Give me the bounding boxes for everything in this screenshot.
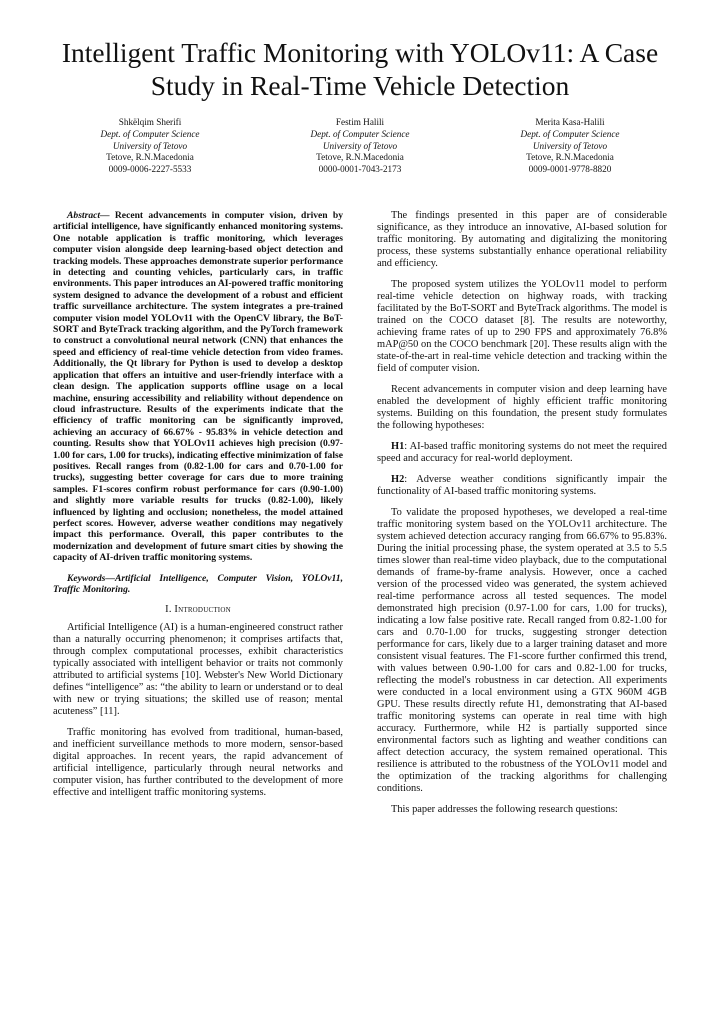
author-1 [50, 117, 250, 176]
section-heading-introduction [53, 604, 343, 616]
right-column [377, 210, 667, 825]
abstract [53, 210, 343, 564]
body-paragraph: This paper addresses the following research questions: [391, 804, 618, 815]
author-name: Merita Kasa-Halili [535, 117, 605, 127]
hypothesis-text: : AI-based traffic monitoring systems do not meet the required speed and accuracy for real-world deployment. [377, 441, 667, 464]
body-paragraph: The proposed system utilizes the YOLOv11 model to perform real-time vehicle detection on highway roads, with tracking facilitated by the BoT-SORT and ByteTrack algorithms. The model is trained on the COCO dataset [8]. The results are noteworthy, achieving frame rates of up to 290 FPS and approximately 76.8% mAP@50 on the COCO benchmark [20]. These results align with the state-of-the-art in real-time vehicle detection and tracking within the field of computer vision. [377, 279, 667, 374]
author-dept: Dept. of Computer Science [310, 128, 410, 139]
author-block [50, 117, 670, 176]
author-orcid: 0000-0001-7043-2173 [318, 164, 402, 175]
section-title: Introduction [174, 604, 231, 616]
body-paragraph: The findings presented in this paper are of considerable significance, as they introduce an innovative, AI-based solution for traffic monitoring. By automating and digitalizing the monitoring process, these systems substantially enhance operational reliability and efficiency. [377, 210, 667, 269]
body-paragraph: To validate the proposed hypotheses, we developed a real-time traffic monitoring system based on the YOLOv11 architecture. The system achieved detection accuracy ranging from 66.67% to 95.83%. During the initial processing phase, the system operated at 3.5 to 5.5 times slower than real-time video playback, due to the computational demands of frame-by-frame analysis. However, once a cached version of the processed video was generated, the system achieved real-time performance across all tested sequences. The model demonstrated high precision (0.97-1.00 for cars, 1.00 for trucks), indicating a low false positive rate. Recall ranged from 0.82-1.00 for cars and 0.70-1.00 for trucks, suggesting stronger detection performance for cars, likely due to a larger training dataset and more consistent visual features. The F1-score further confirmed this trend, with values between 0.90-1.00 for cars and 0.82-1.00 for trucks, reflecting the model's robustness in car detection. All experiments were conducted in a local environment using a GTX 960M 4GB GPU. These results directly refute H1, demonstrating that AI-based traffic monitoring systems can operate in real time with high accuracy. Furthermore, while H2 is partially supported since environmental factors such as lighting and weather conditions can affect detection accuracy, the system remained operational. This resilience is attributed to the robustness of the YOLOv11 model and the optimization of the tracking algorithms for challenging conditions. [377, 507, 667, 794]
author-3 [470, 117, 670, 176]
paper-title: Intelligent Traffic Monitoring with YOLOv11: A Case Study in Real-Time Vehicle Detection [61, 37, 659, 101]
author-name: Shkëlqim Sherifi [118, 117, 182, 127]
author-city: Tetove, R.N.Macedonia [316, 152, 404, 163]
author-university: University of Tetovo [112, 140, 188, 151]
author-city: Tetove, R.N.Macedonia [106, 152, 194, 163]
section-number: I. [165, 604, 175, 616]
body-paragraph: Recent advancements in computer vision and deep learning have enabled the development of highly efficient traffic monitoring systems. Building on this foundation, the present study formulates the following hypotheses: [377, 384, 667, 431]
hypothesis-h1 [377, 441, 667, 465]
abstract-lead: Abstract— [67, 210, 110, 221]
body-paragraph: Artificial Intelligence (AI) is a human-engineered construct rather than a naturally occurring phenomenon; it comprises artifacts that, through complex computational processes, exhibit characteristics typically associated with intelligent behavior or traits not commonly attributed to artificial systems [10]. Webster's New World Dictionary defines “intelligence” as: “the ability to learn or understand or to deal with new or trying situations; the skilled use of reason; mental acuteness” [11]. [53, 622, 343, 718]
keywords: Keywords—Artificial Intelligence, Computer Vision, YOLOv11, Traffic Monitoring. [53, 572, 343, 595]
hypothesis-h2 [377, 474, 667, 498]
body-paragraph: Traffic monitoring has evolved from traditional, human-based, and inefficient surveillance methods to more modern, sensor-based digital approaches. In recent years, the rapid advancement of artificial intelligence, particularly through neural networks and computer vision, has further contributed to the development of more effective and intelligent traffic monitoring systems. [53, 727, 343, 799]
author-2 [260, 117, 460, 176]
hypothesis-label: H2 [391, 474, 405, 485]
author-name: Festim Halili [335, 117, 385, 127]
author-orcid: 0009-0006-2227-5533 [108, 164, 192, 175]
left-column [53, 210, 343, 808]
hypothesis-text: : Adverse weather conditions significantly impair the functionality of AI-based traffic monitoring systems. [377, 474, 667, 497]
author-city: Tetove, R.N.Macedonia [526, 152, 614, 163]
abstract-body: Recent advancements in computer vision, driven by artificial intelligence, have significantly enhanced monitoring systems. One notable application is traffic monitoring, which leverages computer vision alongside deep learning-based object detection and tracking models. These approaches demonstrate superior performance in detecting and counting vehicles, particularly cars, in traffic environments. This paper introduces an AI-powered traffic monitoring system designed to advance the development of a robust and efficient traffic surveillance architecture. The system integrates a pre-trained computer vision model YOLOv11 with the OpenCV library, the BoT-SORT and ByteTrack tracking algorithm, and the PyTorch framework to construct a convolutional neural network (CNN) that enhances the speed and efficiency of real-time vehicle detection from video frames. Additionally, the Qt library for Python is used to develop a desktop application that offers an intuitive and user-friendly interface with a clean design. The application supports offline usage on a local machine, ensuring accessibility and reliability without dependence on cloud infrastructure. Results of the experiments indicate that the efficiency of traffic monitoring can be significantly improved, achieving an accuracy of 66.67% - 95.83% in vehicle detection and counting. Results show that YOLOv11 achieves high precision (0.97-1.00 for cars, 1.00 for trucks), indicating effective minimization of false positives. Recall ranges from (0.82-1.00 for cars and 0.70-1.00 for trucks), suggesting better coverage for cars due to more training samples. F1-scores confirm robust performance for cars (0.90-1.00) and slightly more variable results for trucks (0.82-1.00), likely influenced by lighting and occlusion; nonetheless, the model attained perfect scores. However, adverse weather conditions may negatively impact this performance. Overall, this paper contributes to the modernization and development of future smart cities by showing the capacity of AI-driven traffic monitoring systems. [53, 210, 343, 564]
author-dept: Dept. of Computer Science [520, 128, 620, 139]
author-dept: Dept. of Computer Science [100, 128, 200, 139]
author-orcid: 0009-0001-9778-8820 [528, 164, 612, 175]
author-university: University of Tetovo [532, 140, 608, 151]
author-university: University of Tetovo [322, 140, 398, 151]
hypothesis-label: H1 [391, 441, 405, 452]
